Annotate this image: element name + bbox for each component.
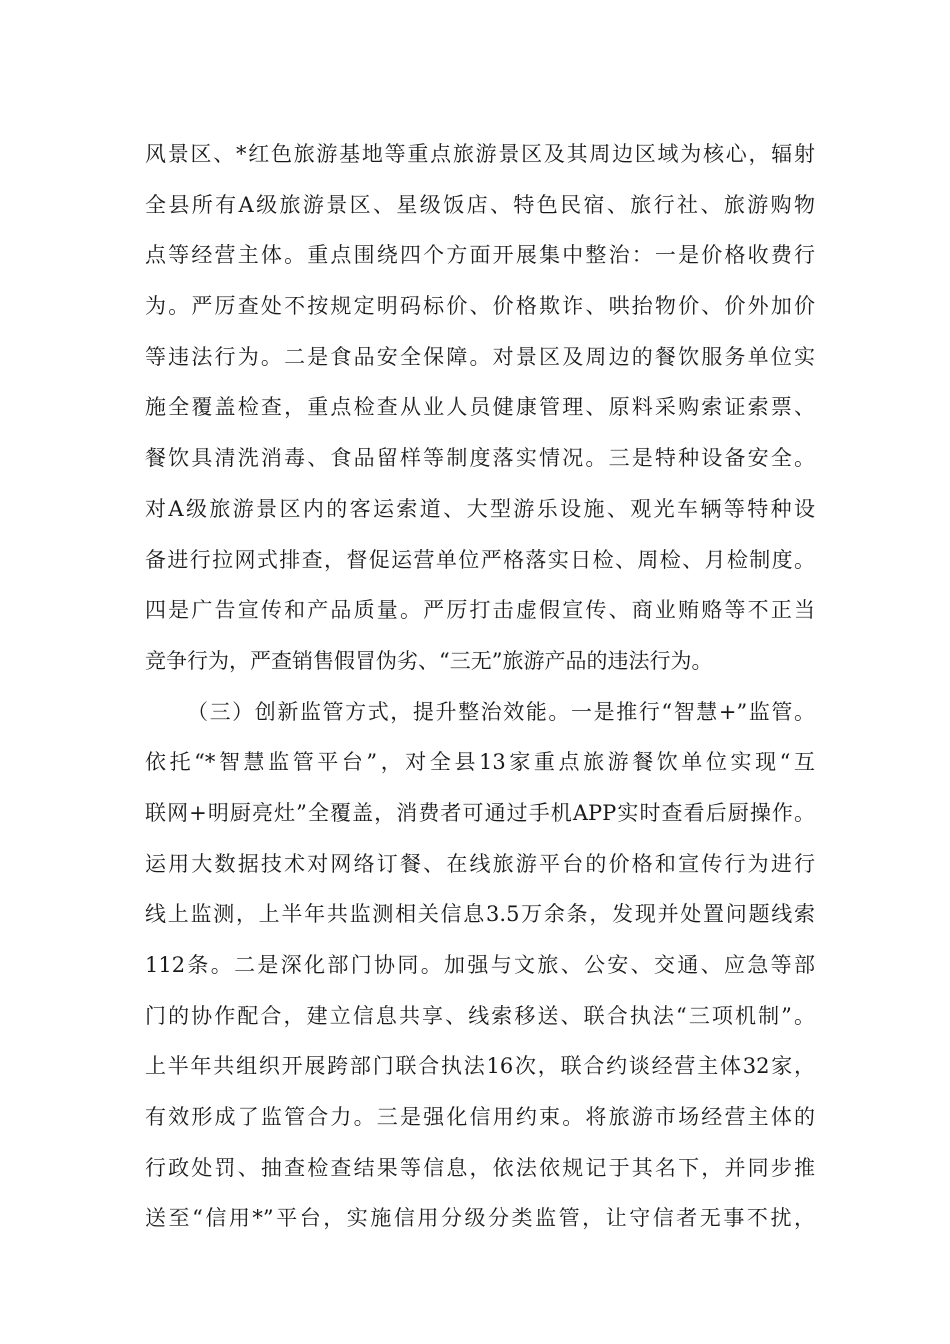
text-line: 餐饮具清洗消毒、食品留样等制度落实情况。三是特种设备安全。 — [145, 446, 815, 471]
text-line: 等违法行为。二是食品安全保障。对景区及周边的餐饮服务单位实 — [145, 344, 815, 369]
text-line: 112条。二是深化部门协同。加强与文旅、公安、交通、应急等部 — [145, 953, 815, 977]
text-line: 送至“信用*”平台，实施信用分级分类监管，让守信者无事不扰， — [145, 1206, 815, 1231]
text-line: 上半年共组织开展跨部门联合执法16次，联合约谈经营主体32家， — [145, 1054, 815, 1079]
text-line: 对A级旅游景区内的客运索道、大型游乐设施、观光车辆等特种设 — [145, 496, 815, 521]
text-line: 依托“*智慧监管平台”，对全县13家重点旅游餐饮单位实现“互 — [145, 750, 815, 775]
text-line: 全县所有A级旅游景区、星级饭店、特色民宿、旅行社、旅游购物 — [145, 192, 815, 217]
text-line: 线上监测，上半年共监测相关信息3.5万余条，发现并处置问题线索 — [145, 902, 815, 927]
text-line: 为。严厉查处不按规定明码标价、价格欺诈、哄抬物价、价外加价 — [145, 294, 815, 319]
text-line: 备进行拉网式排查，督促运营单位严格落实日检、周检、月检制度。 — [145, 547, 815, 572]
section-heading-line: （三）创新监管方式，提升整治效能。一是推行“智慧+”监管。 — [187, 699, 815, 724]
text-line-paragraph-end: 竞争行为，严查销售假冒伪劣、“三无”旅游产品的违法行为。 — [145, 648, 713, 673]
text-line: 有效形成了监管合力。三是强化信用约束。将旅游市场经营主体的 — [145, 1105, 815, 1130]
text-line: 联网+明厨亮灶”全覆盖，消费者可通过手机APP实时查看后厨操作。 — [145, 800, 815, 825]
text-line: 风景区、*红色旅游基地等重点旅游景区及其周边区域为核心，辐射 — [145, 142, 815, 166]
text-line: 行政处罚、抽查检查结果等信息，依法依规记于其名下，并同步推 — [145, 1155, 815, 1180]
text-line: 运用大数据技术对网络订餐、在线旅游平台的价格和宣传行为进行 — [145, 851, 815, 876]
body-text — [145, 129, 815, 1244]
text-line: 点等经营主体。重点围绕四个方面开展集中整治：一是价格收费行 — [145, 243, 815, 268]
text-line: 四是广告宣传和产品质量。严厉打击虚假宣传、商业贿赂等不正当 — [145, 598, 815, 623]
text-line: 施全覆盖检查，重点检查从业人员健康管理、原料采购索证索票、 — [145, 395, 815, 420]
text-line: 门的协作配合，建立信息共享、线索移送、联合执法“三项机制”。 — [145, 1003, 815, 1028]
